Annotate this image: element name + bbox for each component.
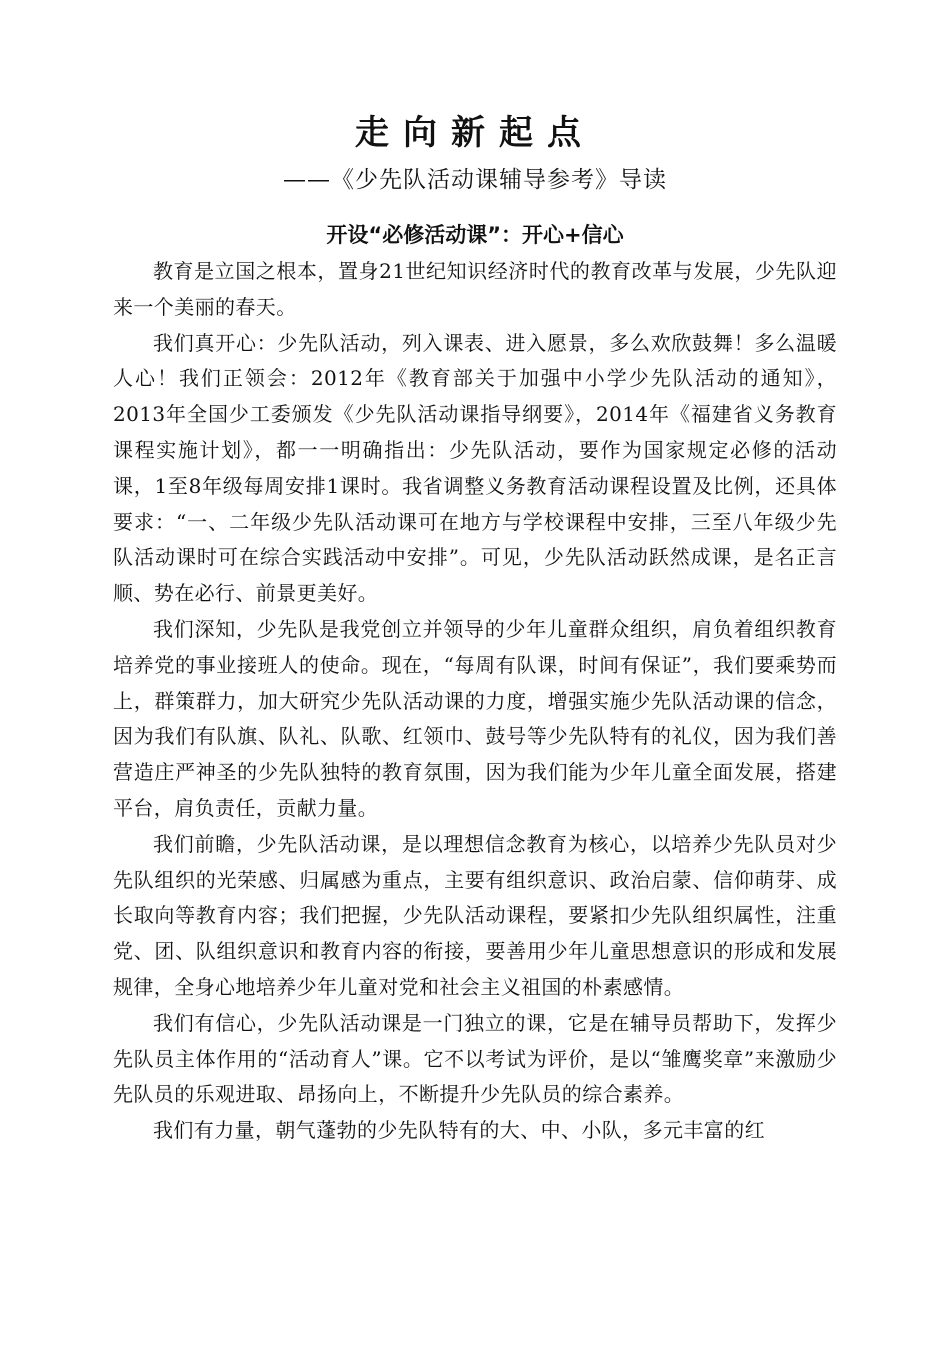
- section-heading: 开设“必修活动课”：开心+信心: [326, 223, 624, 247]
- document-title: 走向新起点: [355, 113, 595, 153]
- body-text: [113, 254, 837, 1149]
- paragraph: 我们前瞻，少先队活动课，是以理想信念教育为核心，以培养少先队员对少先队组织的光荣感、归属感为重点，主要有组织意识、政治启蒙、信仰萌芽、成长取向等教育内容；我们把握，少先队活动课程，要紧扣少先队组织属性，注重党、团、队组织意识和教育内容的衔接，要善用少年儿童思想意识的形成和发展规律，全身心地培养少年儿童对党和社会主义祖国的朴素感情。: [113, 831, 837, 999]
- paragraph: 我们有信心，少先队活动课是一门独立的课，它是在辅导员帮助下，发挥少先队员主体作用的“活动育人”课。它不以考试为评价，是以“雏鹰奖章”来激励少先队员的乐观进取、昂扬向上，不断提升少先队员的综合素养。: [113, 1010, 837, 1107]
- paragraph: 我们真开心：少先队活动，列入课表、进入愿景，多么欢欣鼓舞！多么温暖人心！我们正领会：2012年《教育部关于加强中小学少先队活动的通知》，2013年全国少工委颁发《少先队活动课指导纲要》，2014年《福建省义务教育课程实施计划》，都一一明确指出：少先队活动，要作为国家规定必修的活动课，1至8年级每周安排1课时。我省调整义务教育活动课程设置及比例，还具体要求：“一、二年级少先队活动课可在地方与学校课程中安排，三至八年级少先队活动课时可在综合实践活动中安排”。可见，少先队活动跃然成课，是名正言顺、势在必行、前景更美好。: [113, 330, 837, 606]
- paragraph: 教育是立国之根本，置身21世纪知识经济时代的教育改革与发展，少先队迎来一个美丽的春天。: [113, 259, 837, 319]
- paragraph: 我们深知，少先队是我党创立并领导的少年儿童群众组织，肩负着组织教育培养党的事业接班人的使命。现在，“每周有队课，时间有保证”，我们要乘势而上，群策群力，加大研究少先队活动课的力度，增强实施少先队活动课的信念，因为我们有队旗、队礼、队歌、红领巾、鼓号等少先队特有的礼仪，因为我们善营造庄严神圣的少先队独特的教育氛围，因为我们能为少年儿童全面发展，搭建平台，肩负责任，贡献力量。: [113, 616, 837, 820]
- document-subtitle: ——《少先队活动课辅导参考》导读: [283, 167, 667, 193]
- paragraph: 我们有力量，朝气蓬勃的少先队特有的大、中、小队，多元丰富的红: [153, 1118, 765, 1143]
